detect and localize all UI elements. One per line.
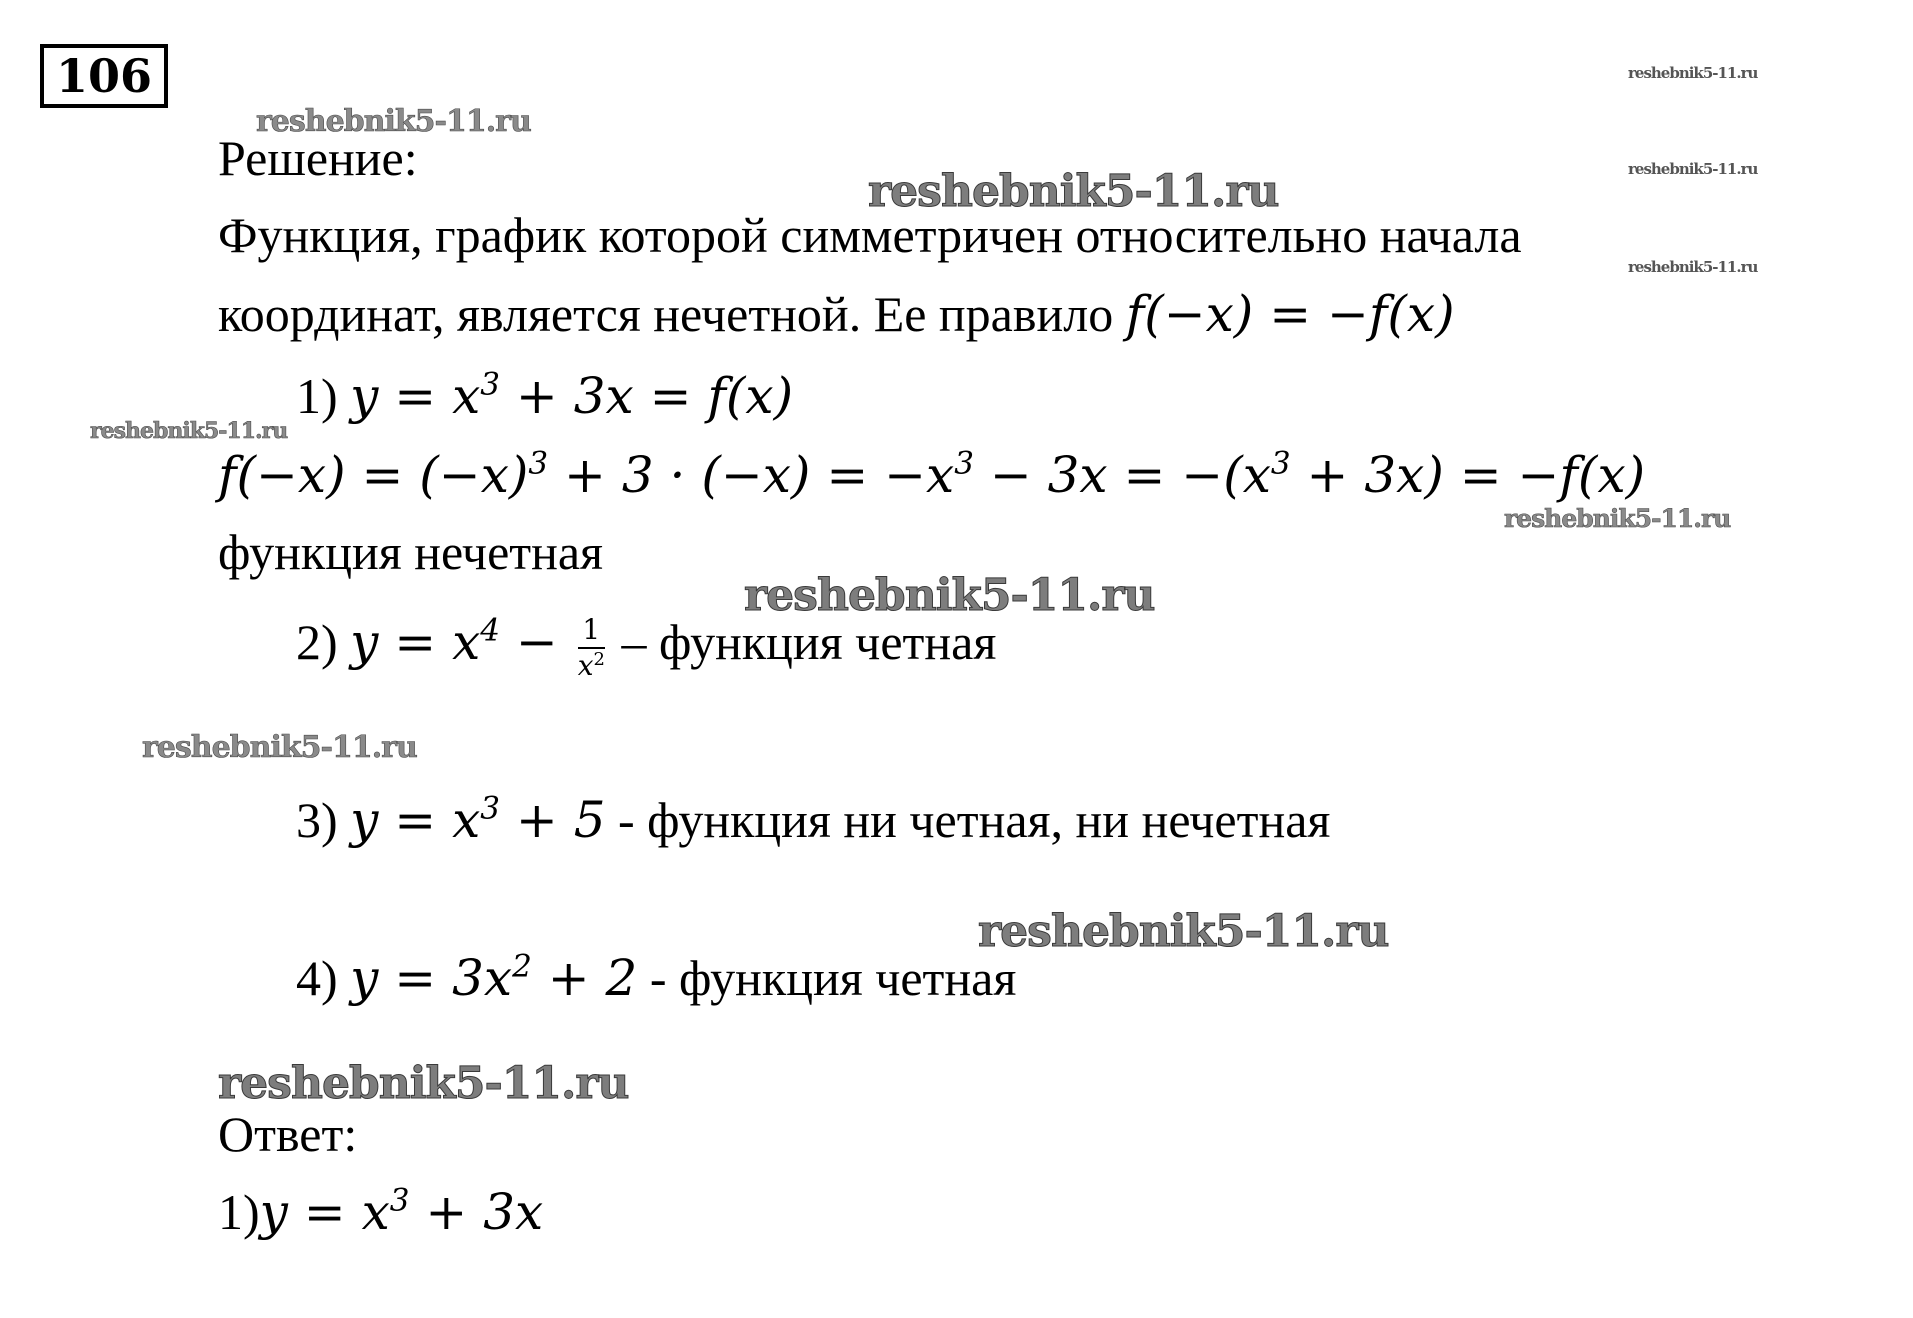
intro-text: координат, является нечетной. Ее правило — [218, 286, 1114, 342]
formula-part: y = x — [350, 367, 481, 425]
formula-part: x — [577, 648, 594, 682]
watermark: reshebnik5-11.ru — [90, 418, 288, 444]
formula-part: + 3x — [409, 1183, 544, 1241]
formula-part: − — [500, 613, 574, 671]
item-3 — [296, 790, 1330, 850]
intro-line-1: Функция, график которой симметричен относительно начала — [218, 207, 1522, 263]
watermark: reshebnik5-11.ru — [1504, 504, 1731, 533]
watermark: reshebnik5-11.ru — [218, 1058, 629, 1109]
item-2-formula — [350, 613, 574, 671]
fraction — [578, 613, 605, 683]
item-2-text: – функция четная — [608, 614, 997, 670]
exponent: 4 — [480, 612, 501, 649]
item-number: 2) — [296, 614, 338, 670]
formula-part: y = x — [350, 791, 481, 849]
item-4-formula — [350, 949, 637, 1007]
formula-part: + 3x = f(x) — [500, 367, 794, 425]
item-number: 3) — [296, 792, 338, 848]
item-number: 1) — [296, 368, 338, 424]
calculation-formula — [218, 446, 1645, 504]
watermark: reshebnik5-11.ru — [744, 570, 1155, 621]
answer-formula — [260, 1183, 544, 1241]
formula-part: + 3 · (−x) = −x — [548, 446, 955, 504]
item-4 — [296, 948, 1016, 1008]
exponent: 3 — [389, 1182, 410, 1219]
intro-line-2 — [218, 284, 1455, 344]
odd-rule-formula: f(−x) = −f(x) — [1125, 285, 1455, 343]
formula-part: y = x — [259, 1183, 390, 1241]
item-3-formula — [350, 791, 605, 849]
watermark: reshebnik5-11.ru — [1628, 64, 1758, 82]
watermark: reshebnik5-11.ru — [1628, 160, 1758, 178]
exponent: 3 — [480, 366, 501, 403]
watermark: reshebnik5-11.ru — [1628, 258, 1758, 276]
task-number: 106 — [55, 49, 153, 103]
exponent: 2 — [593, 648, 605, 670]
exponent: 3 — [528, 445, 549, 482]
item-2 — [296, 612, 996, 683]
task-number-box — [40, 44, 168, 108]
fraction-denominator — [578, 649, 605, 683]
watermark: reshebnik5-11.ru — [142, 730, 417, 765]
watermark: reshebnik5-11.ru — [256, 104, 531, 139]
answer — [218, 1182, 543, 1242]
item-1 — [296, 366, 793, 426]
watermark: reshebnik5-11.ru — [868, 166, 1279, 217]
exponent: 2 — [512, 948, 532, 985]
item-4-text: - функция четная — [637, 950, 1017, 1006]
item-3-text: - функция ни четная, ни нечетная — [605, 792, 1331, 848]
formula-part: y = x — [350, 613, 481, 671]
exponent: 3 — [480, 790, 501, 827]
formula-part: + 5 — [500, 791, 606, 849]
solution-label: Решение: — [218, 130, 418, 186]
watermark: reshebnik5-11.ru — [978, 906, 1389, 957]
formula-part: − 3x = −(x — [973, 446, 1271, 504]
formula-part: f(−x) = (−x) — [218, 446, 529, 504]
formula-part: + 3x) = −f(x) — [1290, 446, 1646, 504]
item-number: 4) — [296, 950, 338, 1006]
fraction-numerator: 1 — [578, 613, 605, 649]
item-1-formula — [350, 367, 793, 425]
item-1-calculation — [218, 445, 1645, 505]
exponent: 3 — [954, 445, 974, 482]
answer-number: 1) — [218, 1184, 260, 1240]
formula-part: y = 3x — [350, 949, 513, 1007]
exponent: 3 — [1270, 445, 1291, 482]
answer-label: Ответ: — [218, 1106, 358, 1162]
formula-part: + 2 — [531, 949, 638, 1007]
item-1-result: функция нечетная — [218, 524, 604, 580]
